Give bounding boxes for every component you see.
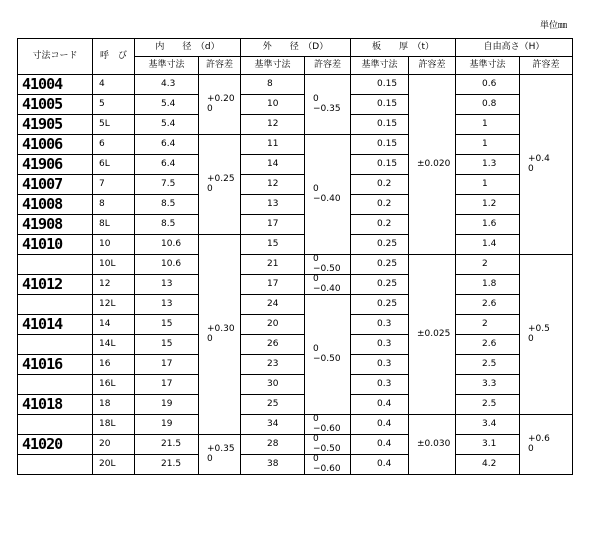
dimension-code: 41020 xyxy=(18,435,93,455)
tolerance-lower: 0 xyxy=(207,333,213,344)
free-height-basic: 3.3 xyxy=(456,375,520,395)
outer-diameter-tolerance xyxy=(305,435,351,455)
outer-diameter-basic: 8 xyxy=(241,75,305,95)
tolerance-lower: −0.60 xyxy=(313,423,341,434)
thickness-tolerance xyxy=(409,255,456,415)
tolerance-upper: 0 xyxy=(313,184,319,195)
outer-diameter-basic: 34 xyxy=(241,415,305,435)
header-inner-diameter: 内 径 （d） xyxy=(135,39,241,57)
thickness-basic: 0.3 xyxy=(351,315,409,335)
nominal-size: 6L xyxy=(93,155,135,175)
dimension-code xyxy=(18,375,93,395)
nominal-size: 10L xyxy=(93,255,135,275)
dimension-code: 41007 xyxy=(18,175,93,195)
header-basic: 基準寸法 xyxy=(241,57,305,75)
tolerance-upper: +0.35 xyxy=(207,444,235,455)
thickness-tolerance xyxy=(409,75,456,255)
thickness-basic: 0.2 xyxy=(351,195,409,215)
dimension-code: 41008 xyxy=(18,195,93,215)
header-nominal: 呼 び xyxy=(93,39,135,75)
thickness-basic: 0.15 xyxy=(351,115,409,135)
outer-diameter-basic: 38 xyxy=(241,455,305,475)
thickness-basic: 0.15 xyxy=(351,155,409,175)
table-row xyxy=(18,335,573,355)
table-row xyxy=(18,135,573,155)
inner-diameter-basic: 13 xyxy=(135,275,199,295)
table-row xyxy=(18,375,573,395)
tolerance-lower: −0.50 xyxy=(313,263,341,274)
table-row xyxy=(18,315,573,335)
inner-diameter-basic: 7.5 xyxy=(135,175,199,195)
dimension-code xyxy=(18,335,93,355)
thickness-basic: 0.4 xyxy=(351,455,409,475)
tolerance-lower: −0.50 xyxy=(313,443,341,454)
nominal-size: 20L xyxy=(93,455,135,475)
tolerance-lower: −0.40 xyxy=(313,283,341,294)
table-row xyxy=(18,175,573,195)
outer-diameter-basic: 12 xyxy=(241,115,305,135)
free-height-basic: 1.8 xyxy=(456,275,520,295)
nominal-size: 5L xyxy=(93,115,135,135)
inner-diameter-tolerance xyxy=(199,75,241,135)
table-row xyxy=(18,195,573,215)
table-row xyxy=(18,355,573,375)
inner-diameter-basic: 15 xyxy=(135,335,199,355)
dimension-code: 41905 xyxy=(18,115,93,135)
outer-diameter-basic: 30 xyxy=(241,375,305,395)
outer-diameter-basic: 17 xyxy=(241,275,305,295)
outer-diameter-tolerance xyxy=(305,415,351,435)
table-row xyxy=(18,215,573,235)
thickness-basic: 0.3 xyxy=(351,335,409,355)
outer-diameter-tolerance xyxy=(305,75,351,135)
free-height-tolerance xyxy=(520,75,573,255)
dimension-code: 41010 xyxy=(18,235,93,255)
tolerance-lower: 0 xyxy=(528,443,534,454)
free-height-basic: 1.4 xyxy=(456,235,520,255)
outer-diameter-basic: 28 xyxy=(241,435,305,455)
inner-diameter-basic: 10.6 xyxy=(135,255,199,275)
nominal-size: 12L xyxy=(93,295,135,315)
tolerance-upper: +0.4 xyxy=(528,154,550,165)
header-thickness: 板 厚 （t） xyxy=(351,39,456,57)
dimension-code: 41906 xyxy=(18,155,93,175)
tolerance-lower: 0 xyxy=(207,103,213,114)
outer-diameter-basic: 13 xyxy=(241,195,305,215)
inner-diameter-basic: 17 xyxy=(135,355,199,375)
table-row xyxy=(18,275,573,295)
dimension-code xyxy=(18,255,93,275)
free-height-basic: 1.6 xyxy=(456,215,520,235)
inner-diameter-basic: 10.6 xyxy=(135,235,199,255)
header-tolerance: 許容差 xyxy=(520,57,573,75)
thickness-basic: 0.25 xyxy=(351,295,409,315)
dimension-code: 41016 xyxy=(18,355,93,375)
outer-diameter-basic: 12 xyxy=(241,175,305,195)
free-height-basic: 1 xyxy=(456,175,520,195)
inner-diameter-basic: 8.5 xyxy=(135,195,199,215)
tolerance-upper: +0.30 xyxy=(207,324,235,335)
nominal-size: 5 xyxy=(93,95,135,115)
header-basic: 基準寸法 xyxy=(456,57,520,75)
nominal-size: 16L xyxy=(93,375,135,395)
inner-diameter-basic: 19 xyxy=(135,415,199,435)
table-row xyxy=(18,235,573,255)
inner-diameter-basic: 5.4 xyxy=(135,115,199,135)
tolerance-upper: +0.25 xyxy=(207,174,235,185)
tolerance-upper: 0 xyxy=(313,94,319,105)
thickness-basic: 0.15 xyxy=(351,75,409,95)
free-height-basic: 2.6 xyxy=(456,295,520,315)
free-height-tolerance xyxy=(520,415,573,475)
tolerance-upper: 0 xyxy=(313,454,319,465)
outer-diameter-basic: 23 xyxy=(241,355,305,375)
tolerance-upper: ±0.025 xyxy=(417,328,451,339)
nominal-size: 18L xyxy=(93,415,135,435)
table-row xyxy=(18,155,573,175)
tolerance-upper: 0 xyxy=(313,434,319,445)
free-height-basic: 0.8 xyxy=(456,95,520,115)
table-row xyxy=(18,395,573,415)
outer-diameter-basic: 15 xyxy=(241,235,305,255)
table-row xyxy=(18,255,573,275)
thickness-basic: 0.4 xyxy=(351,415,409,435)
inner-diameter-basic: 17 xyxy=(135,375,199,395)
nominal-size: 20 xyxy=(93,435,135,455)
inner-diameter-basic: 6.4 xyxy=(135,155,199,175)
nominal-size: 8 xyxy=(93,195,135,215)
tolerance-upper: ±0.020 xyxy=(417,158,451,169)
dimension-code: 41012 xyxy=(18,275,93,295)
tolerance-lower: 0 xyxy=(207,453,213,464)
thickness-basic: 0.25 xyxy=(351,255,409,275)
outer-diameter-basic: 21 xyxy=(241,255,305,275)
outer-diameter-tolerance xyxy=(305,275,351,295)
tolerance-lower: 0 xyxy=(207,183,213,194)
table-row xyxy=(18,295,573,315)
dimension-code xyxy=(18,455,93,475)
dimension-code: 41004 xyxy=(18,75,93,95)
outer-diameter-tolerance xyxy=(305,455,351,475)
header-tolerance: 許容差 xyxy=(409,57,456,75)
tolerance-lower: 0 xyxy=(528,333,534,344)
table-row xyxy=(18,115,573,135)
inner-diameter-tolerance xyxy=(199,135,241,235)
tolerance-lower: −0.50 xyxy=(313,353,341,364)
free-height-basic: 3.1 xyxy=(456,435,520,455)
outer-diameter-tolerance xyxy=(305,255,351,275)
thickness-basic: 0.2 xyxy=(351,175,409,195)
nominal-size: 18 xyxy=(93,395,135,415)
free-height-basic: 2 xyxy=(456,315,520,335)
table-row xyxy=(18,415,573,435)
nominal-size: 6 xyxy=(93,135,135,155)
inner-diameter-basic: 8.5 xyxy=(135,215,199,235)
nominal-size: 10 xyxy=(93,235,135,255)
outer-diameter-tolerance xyxy=(305,135,351,255)
free-height-basic: 2.5 xyxy=(456,395,520,415)
free-height-basic: 1 xyxy=(456,115,520,135)
outer-diameter-basic: 14 xyxy=(241,155,305,175)
thickness-basic: 0.4 xyxy=(351,435,409,455)
outer-diameter-tolerance xyxy=(305,295,351,415)
outer-diameter-basic: 20 xyxy=(241,315,305,335)
header-basic: 基準寸法 xyxy=(135,57,199,75)
free-height-basic: 2 xyxy=(456,255,520,275)
nominal-size: 16 xyxy=(93,355,135,375)
free-height-basic: 3.4 xyxy=(456,415,520,435)
dimension-code: 41005 xyxy=(18,95,93,115)
outer-diameter-basic: 17 xyxy=(241,215,305,235)
inner-diameter-basic: 6.4 xyxy=(135,135,199,155)
outer-diameter-basic: 25 xyxy=(241,395,305,415)
tolerance-lower: −0.35 xyxy=(313,103,341,114)
dimension-code: 41018 xyxy=(18,395,93,415)
thickness-basic: 0.3 xyxy=(351,375,409,395)
outer-diameter-basic: 11 xyxy=(241,135,305,155)
inner-diameter-basic: 5.4 xyxy=(135,95,199,115)
tolerance-upper: +0.20 xyxy=(207,94,235,105)
free-height-basic: 0.6 xyxy=(456,75,520,95)
tolerance-lower: −0.40 xyxy=(313,193,341,204)
tolerance-upper: ±0.030 xyxy=(417,438,451,449)
nominal-size: 8L xyxy=(93,215,135,235)
free-height-basic: 1.3 xyxy=(456,155,520,175)
tolerance-upper: 0 xyxy=(313,344,319,355)
free-height-basic: 2.6 xyxy=(456,335,520,355)
thickness-basic: 0.3 xyxy=(351,355,409,375)
header-code: 寸法コード xyxy=(18,39,93,75)
thickness-basic: 0.15 xyxy=(351,95,409,115)
tolerance-upper: 0 xyxy=(313,254,319,265)
tolerance-upper: 0 xyxy=(313,414,319,425)
inner-diameter-basic: 13 xyxy=(135,295,199,315)
thickness-tolerance xyxy=(409,415,456,475)
inner-diameter-basic: 21.5 xyxy=(135,435,199,455)
inner-diameter-tolerance xyxy=(199,435,241,475)
free-height-basic: 4.2 xyxy=(456,455,520,475)
header-tolerance: 許容差 xyxy=(305,57,351,75)
inner-diameter-basic: 19 xyxy=(135,395,199,415)
outer-diameter-basic: 26 xyxy=(241,335,305,355)
inner-diameter-basic: 15 xyxy=(135,315,199,335)
tolerance-lower: −0.60 xyxy=(313,463,341,474)
thickness-basic: 0.25 xyxy=(351,235,409,255)
free-height-basic: 1.2 xyxy=(456,195,520,215)
dimension-code: 41014 xyxy=(18,315,93,335)
nominal-size: 14L xyxy=(93,335,135,355)
header-tolerance: 許容差 xyxy=(199,57,241,75)
nominal-size: 4 xyxy=(93,75,135,95)
dimension-code: 41908 xyxy=(18,215,93,235)
table-row xyxy=(18,435,573,455)
outer-diameter-basic: 24 xyxy=(241,295,305,315)
tolerance-upper: 0 xyxy=(313,274,319,285)
header-basic: 基準寸法 xyxy=(351,57,409,75)
table-row xyxy=(18,75,573,95)
dimension-code xyxy=(18,295,93,315)
free-height-basic: 2.5 xyxy=(456,355,520,375)
tolerance-upper: +0.5 xyxy=(528,324,550,335)
thickness-basic: 0.15 xyxy=(351,135,409,155)
tolerance-lower: 0 xyxy=(528,163,534,174)
nominal-size: 12 xyxy=(93,275,135,295)
table-row xyxy=(18,95,573,115)
inner-diameter-tolerance xyxy=(199,235,241,435)
thickness-basic: 0.4 xyxy=(351,395,409,415)
inner-diameter-basic: 4.3 xyxy=(135,75,199,95)
thickness-basic: 0.25 xyxy=(351,275,409,295)
thickness-basic: 0.2 xyxy=(351,215,409,235)
table-row xyxy=(18,455,573,475)
spec-table xyxy=(17,38,573,475)
outer-diameter-basic: 10 xyxy=(241,95,305,115)
unit-label: 単位㎜ xyxy=(540,21,568,31)
free-height-basic: 1 xyxy=(456,135,520,155)
free-height-tolerance xyxy=(520,255,573,415)
tolerance-upper: +0.6 xyxy=(528,434,550,445)
header-row-1 xyxy=(18,39,573,57)
nominal-size: 14 xyxy=(93,315,135,335)
nominal-size: 7 xyxy=(93,175,135,195)
dimension-code xyxy=(18,415,93,435)
header-outer-diameter: 外 径 （D） xyxy=(241,39,351,57)
dimension-code: 41006 xyxy=(18,135,93,155)
header-free-height: 自由高さ（H） xyxy=(456,39,573,57)
inner-diameter-basic: 21.5 xyxy=(135,455,199,475)
